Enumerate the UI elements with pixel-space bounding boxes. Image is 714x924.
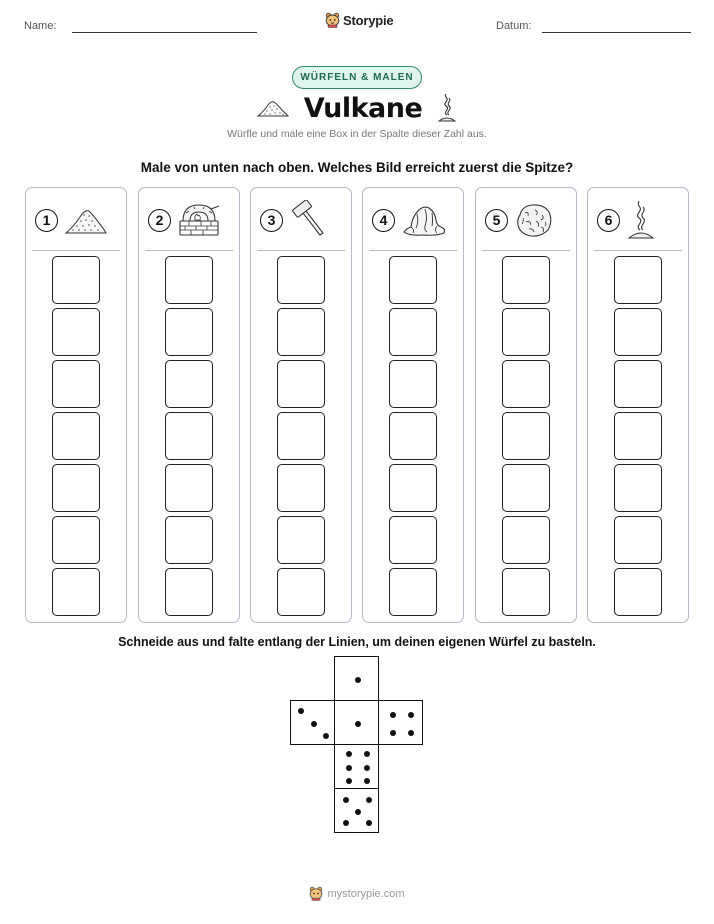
color-box[interactable] xyxy=(502,516,550,564)
subtitle: Würfle und male eine Box in der Spalte dieser Zahl aus. xyxy=(227,128,487,140)
die-face xyxy=(378,700,423,745)
number-circle: 5 xyxy=(485,209,508,232)
die-pip xyxy=(390,730,396,736)
name-label: Name: xyxy=(24,20,57,32)
stone-oven-icon xyxy=(177,201,221,239)
die-pip xyxy=(323,733,329,739)
color-box[interactable] xyxy=(277,568,325,616)
die-pip xyxy=(366,797,372,803)
die-face xyxy=(334,656,379,701)
color-box[interactable] xyxy=(614,568,662,616)
pie-mascot-icon xyxy=(309,886,323,901)
color-box[interactable] xyxy=(277,464,325,512)
column-header xyxy=(260,200,344,240)
color-box[interactable] xyxy=(502,412,550,460)
smoke-vent-icon xyxy=(436,93,458,123)
ash-pile-icon xyxy=(64,203,108,237)
color-box[interactable] xyxy=(502,464,550,512)
column-2 xyxy=(138,187,240,623)
color-box[interactable] xyxy=(277,516,325,564)
color-box[interactable] xyxy=(52,256,100,304)
die-pip xyxy=(355,721,361,727)
footer xyxy=(0,886,714,901)
column-3 xyxy=(250,187,352,623)
die-pip xyxy=(364,751,370,757)
color-box[interactable] xyxy=(502,360,550,408)
number-circle: 2 xyxy=(148,209,171,232)
number-circle: 4 xyxy=(372,209,395,232)
color-box[interactable] xyxy=(52,516,100,564)
footer-url: mystorypie.com xyxy=(327,887,405,900)
instruction: Male von unten nach oben. Welches Bild erreicht zuerst die Spitze? xyxy=(140,160,574,175)
die-pip xyxy=(311,721,317,727)
color-box[interactable] xyxy=(614,256,662,304)
color-box[interactable] xyxy=(389,464,437,512)
title-row xyxy=(0,90,714,126)
color-box[interactable] xyxy=(165,516,213,564)
color-box[interactable] xyxy=(165,464,213,512)
die-pip xyxy=(408,712,414,718)
cut-instruction: Schneide aus und falte entlang der Linien, um deinen eigenen Würfel zu basteln. xyxy=(118,635,596,649)
column-header xyxy=(148,200,232,240)
smoke-vent-icon xyxy=(626,200,656,240)
color-box[interactable] xyxy=(277,412,325,460)
ash-pile-icon xyxy=(256,98,290,118)
die-pip xyxy=(408,730,414,736)
number-circle: 3 xyxy=(260,209,283,232)
color-box[interactable] xyxy=(52,568,100,616)
color-box[interactable] xyxy=(52,464,100,512)
color-box[interactable] xyxy=(614,360,662,408)
column-divider xyxy=(257,250,345,251)
column-divider xyxy=(369,250,457,251)
die-pip xyxy=(390,712,396,718)
color-box[interactable] xyxy=(165,412,213,460)
hammer-icon xyxy=(289,200,329,240)
date-line xyxy=(542,32,691,33)
die-pip xyxy=(355,677,361,683)
color-box[interactable] xyxy=(52,360,100,408)
column-header xyxy=(35,200,119,240)
color-box[interactable] xyxy=(614,464,662,512)
color-box[interactable] xyxy=(389,412,437,460)
brand-name: Storypie xyxy=(343,12,394,28)
color-box[interactable] xyxy=(277,360,325,408)
color-box[interactable] xyxy=(389,308,437,356)
die-pip xyxy=(298,708,304,714)
color-box[interactable] xyxy=(277,308,325,356)
column-divider xyxy=(32,250,120,251)
column-header xyxy=(485,200,569,240)
die-pip xyxy=(346,778,352,784)
column-divider xyxy=(145,250,233,251)
die-pip xyxy=(343,820,349,826)
die-pip xyxy=(346,765,352,771)
column-5 xyxy=(475,187,577,623)
die-face xyxy=(334,700,379,745)
color-box[interactable] xyxy=(52,308,100,356)
lava-mound-icon xyxy=(401,202,447,238)
color-box[interactable] xyxy=(389,568,437,616)
column-6 xyxy=(587,187,689,623)
column-header xyxy=(597,200,681,240)
color-box[interactable] xyxy=(165,568,213,616)
number-circle: 1 xyxy=(35,209,58,232)
name-line xyxy=(72,32,257,33)
die-pip xyxy=(364,778,370,784)
number-circle: 6 xyxy=(597,209,620,232)
column-divider xyxy=(594,250,682,251)
color-box[interactable] xyxy=(502,308,550,356)
color-box[interactable] xyxy=(165,360,213,408)
category-badge: WÜRFELN & MALEN xyxy=(292,66,422,89)
die-pip xyxy=(355,809,361,815)
die-pip xyxy=(366,820,372,826)
die-face xyxy=(334,744,379,789)
lava-rock-icon xyxy=(514,201,554,239)
color-box[interactable] xyxy=(165,308,213,356)
column-4 xyxy=(362,187,464,623)
color-box[interactable] xyxy=(502,256,550,304)
color-box[interactable] xyxy=(165,256,213,304)
color-box[interactable] xyxy=(389,360,437,408)
column-1 xyxy=(25,187,127,623)
brand-logo xyxy=(325,12,393,28)
color-box[interactable] xyxy=(277,256,325,304)
page-title: Vulkane xyxy=(303,92,423,124)
die-pip xyxy=(343,797,349,803)
color-box[interactable] xyxy=(614,516,662,564)
color-box[interactable] xyxy=(389,256,437,304)
column-divider xyxy=(482,250,570,251)
color-box[interactable] xyxy=(52,412,100,460)
die-pip xyxy=(364,765,370,771)
die-pip xyxy=(346,751,352,757)
date-label: Datum: xyxy=(496,20,532,32)
color-box[interactable] xyxy=(389,516,437,564)
die-face xyxy=(334,788,379,833)
die-face xyxy=(290,700,335,745)
color-box[interactable] xyxy=(614,308,662,356)
pie-mascot-icon xyxy=(325,12,340,28)
color-box[interactable] xyxy=(502,568,550,616)
column-header xyxy=(372,200,456,240)
color-box[interactable] xyxy=(614,412,662,460)
